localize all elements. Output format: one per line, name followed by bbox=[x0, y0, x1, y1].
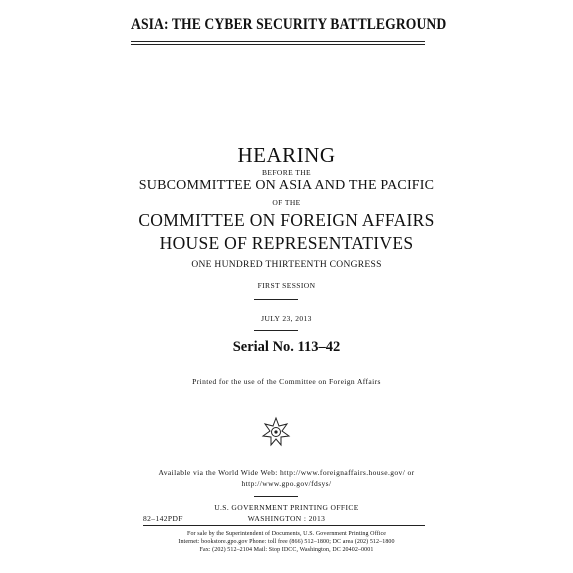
title-rule-bottom bbox=[131, 44, 425, 45]
sale-rule bbox=[143, 525, 425, 526]
of-the-text: OF THE bbox=[272, 198, 301, 207]
before-the-text: BEFORE THE bbox=[261, 168, 312, 177]
printed-for-text: Printed for the use of the Committee on Foreign Affairs bbox=[192, 377, 381, 386]
document-id: 82–142PDF bbox=[143, 514, 183, 523]
availability-rule bbox=[254, 496, 298, 497]
sale-line-1: For sale by the Superintendent of Documents, U.S. Government Printing Office bbox=[187, 531, 386, 537]
committee-name: COMMITTEE ON FOREIGN AFFAIRS bbox=[138, 210, 435, 230]
hearing-heading: HEARING bbox=[237, 143, 336, 167]
title-rule-top bbox=[131, 41, 425, 42]
session-text: FIRST SESSION bbox=[257, 281, 316, 290]
date-rule bbox=[254, 330, 298, 331]
congress-text: ONE HUNDRED THIRTEENTH CONGRESS bbox=[191, 260, 382, 270]
house-name: HOUSE OF REPRESENTATIVES bbox=[159, 233, 414, 253]
availability-line-2: http://www.gpo.gov/fdsys/ bbox=[241, 479, 332, 488]
sale-line-2: Internet: bookstore.gpo.gov Phone: toll free (866) 512–1800; DC area (202) 512–1800 bbox=[178, 539, 395, 545]
printing-office: U.S. GOVERNMENT PRINTING OFFICE bbox=[214, 503, 359, 512]
hearing-date: JULY 23, 2013 bbox=[261, 314, 312, 323]
report-title: ASIA: THE CYBER SECURITY BATTLEGROUND bbox=[131, 16, 447, 33]
session-rule bbox=[254, 299, 298, 300]
availability-line-1: Available via the World Wide Web: http://www.foreignaffairs.house.gov/ or bbox=[158, 468, 415, 477]
serial-number: Serial No. 113–42 bbox=[232, 339, 341, 355]
sale-line-3: Fax: (202) 512–2104 Mail: Stop IDCC, Washington, DC 20402–0001 bbox=[199, 547, 374, 553]
subcommittee-name: SUBCOMMITTEE ON ASIA AND THE PACIFIC bbox=[138, 178, 435, 193]
government-seal-icon bbox=[260, 416, 292, 448]
washington-year: WASHINGTON : 2013 bbox=[247, 514, 326, 523]
